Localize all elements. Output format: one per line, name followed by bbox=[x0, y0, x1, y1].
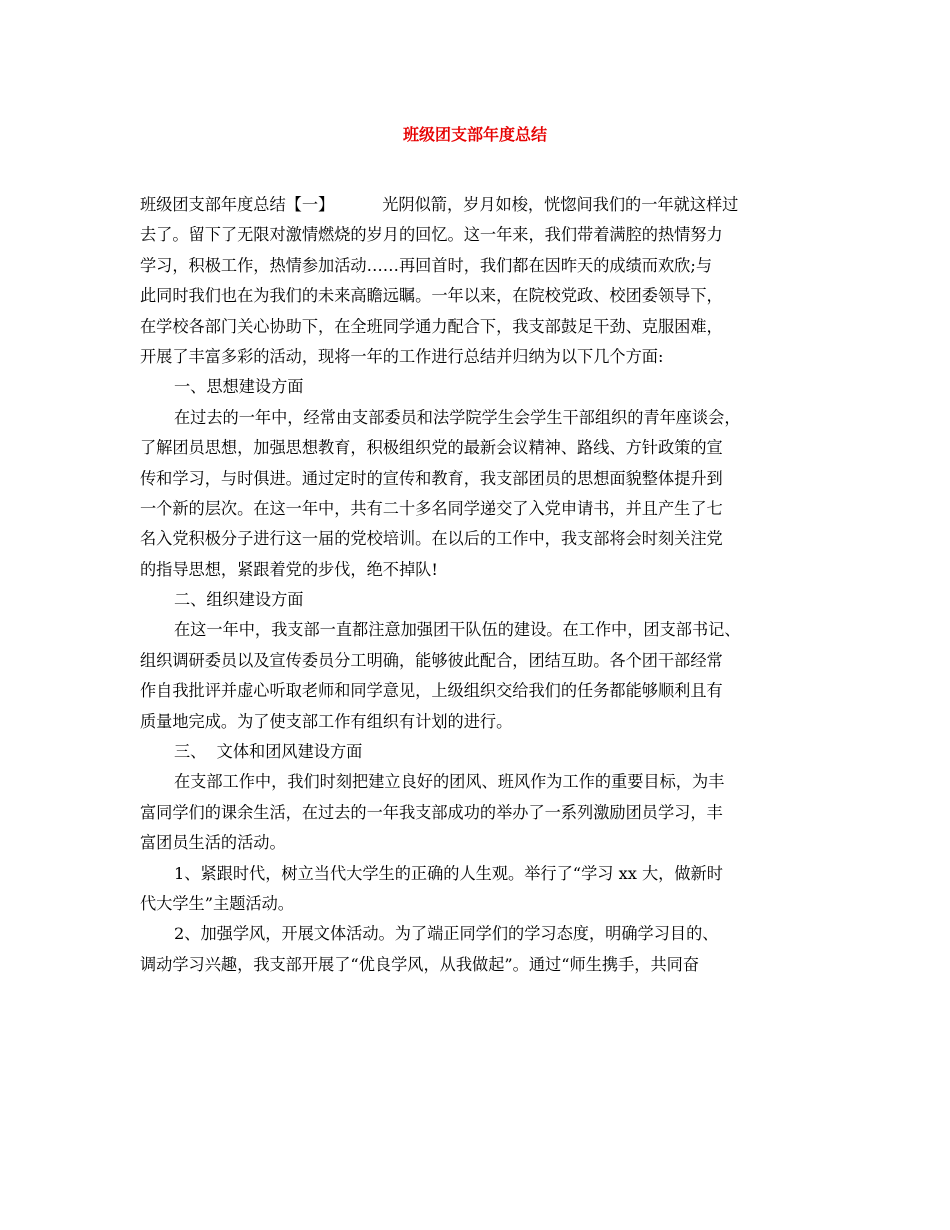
paragraph-line: 学习，积极工作，热情参加活动……再回首时，我们都在因昨天的成绩而欢欣;与 bbox=[140, 255, 713, 275]
line-text: 光阴似箭，岁月如梭，恍惚间我们的一年就这样过 bbox=[382, 195, 739, 214]
paragraph-line: 1、紧跟时代，树立当代大学生的正确的人生观。举行了“学习 xx 大，做新时 bbox=[174, 863, 723, 883]
paragraph-line: 在支部工作中，我们时刻把建立良好的团风、班风作为工作的重要目标，为丰 bbox=[174, 772, 725, 792]
paragraph-line: 质量地完成。为了使支部工作有组织有计划的进行。 bbox=[140, 711, 513, 731]
paragraph-line: 2、加强学风，开展文体活动。为了端正同学们的学习态度，明确学习目的、 bbox=[174, 924, 719, 944]
paragraph-line: 去了。留下了无限对激情燃烧的岁月的回忆。这一年来，我们带着满腔的热情努力 bbox=[140, 225, 723, 245]
paragraph-line: 代大学生”主题活动。 bbox=[140, 893, 294, 913]
paragraph-line: 此同时我们也在为我们的未来高瞻远瞩。一年以来，在院校党政、校团委领导下， bbox=[140, 286, 723, 306]
paragraph-line: 组织调研委员以及宣传委员分工明确，能够彼此配合，团结互助。各个团干部经常 bbox=[140, 650, 723, 670]
paragraph-line: 在这一年中，我支部一直都注意加强团干队伍的建设。在工作中，团支部书记、 bbox=[174, 620, 741, 640]
document-body bbox=[140, 190, 820, 980]
document-title: 班级团支部年度总结 bbox=[402, 125, 547, 144]
section-heading-inline: 班级团支部年度总结【一】 bbox=[140, 195, 335, 214]
paragraph-line: 富同学们的课余生活，在过去的一年我支部成功的举办了一系列激励团员学习，丰 bbox=[140, 802, 723, 822]
paragraph-line: 名入党积极分子进行这一届的党校培训。在以后的工作中，我支部将会时刻关注党 bbox=[140, 529, 723, 549]
paragraph-line: 一个新的层次。在这一年中，共有二十多名同学递交了入党申请书，并且产生了七 bbox=[140, 498, 723, 518]
paragraph-line: 了解团员思想，加强思想教育，积极组织党的最新会议精神、路线、方针政策的宣 bbox=[140, 438, 723, 458]
paragraph-line: 传和学习，与时俱进。通过定时的宣传和教育，我支部团员的思想面貌整体提升到 bbox=[140, 468, 723, 488]
paragraph-line: 调动学习兴趣，我支部开展了“优良学风，从我做起”。通过“师生携手，共同奋 bbox=[140, 954, 700, 974]
paragraph-line: 在学校各部门关心协助下，在全班同学通力配合下，我支部鼓足干劲、克服困难， bbox=[140, 316, 723, 336]
paragraph-line: 开展了丰富多彩的活动，现将一年的工作进行总结并归纳为以下几个方面: bbox=[140, 346, 664, 366]
paragraph-line: 富团员生活的活动。 bbox=[140, 833, 286, 853]
paragraph-line bbox=[140, 190, 820, 220]
paragraph-line: 的指导思想，紧跟着党的步伐，绝不掉队! bbox=[140, 559, 438, 579]
section-heading: 二、组织建设方面 bbox=[174, 590, 304, 610]
section-heading: 三、 文体和团风建设方面 bbox=[174, 742, 363, 762]
paragraph-line: 在过去的一年中，经常由支部委员和法学院学生会学生干部组织的青年座谈会， bbox=[174, 407, 741, 427]
paragraph-line: 作自我批评并虚心听取老师和同学意见，上级组织交给我们的任务都能够顺利且有 bbox=[140, 681, 723, 701]
section-heading: 一、思想建设方面 bbox=[174, 377, 304, 397]
